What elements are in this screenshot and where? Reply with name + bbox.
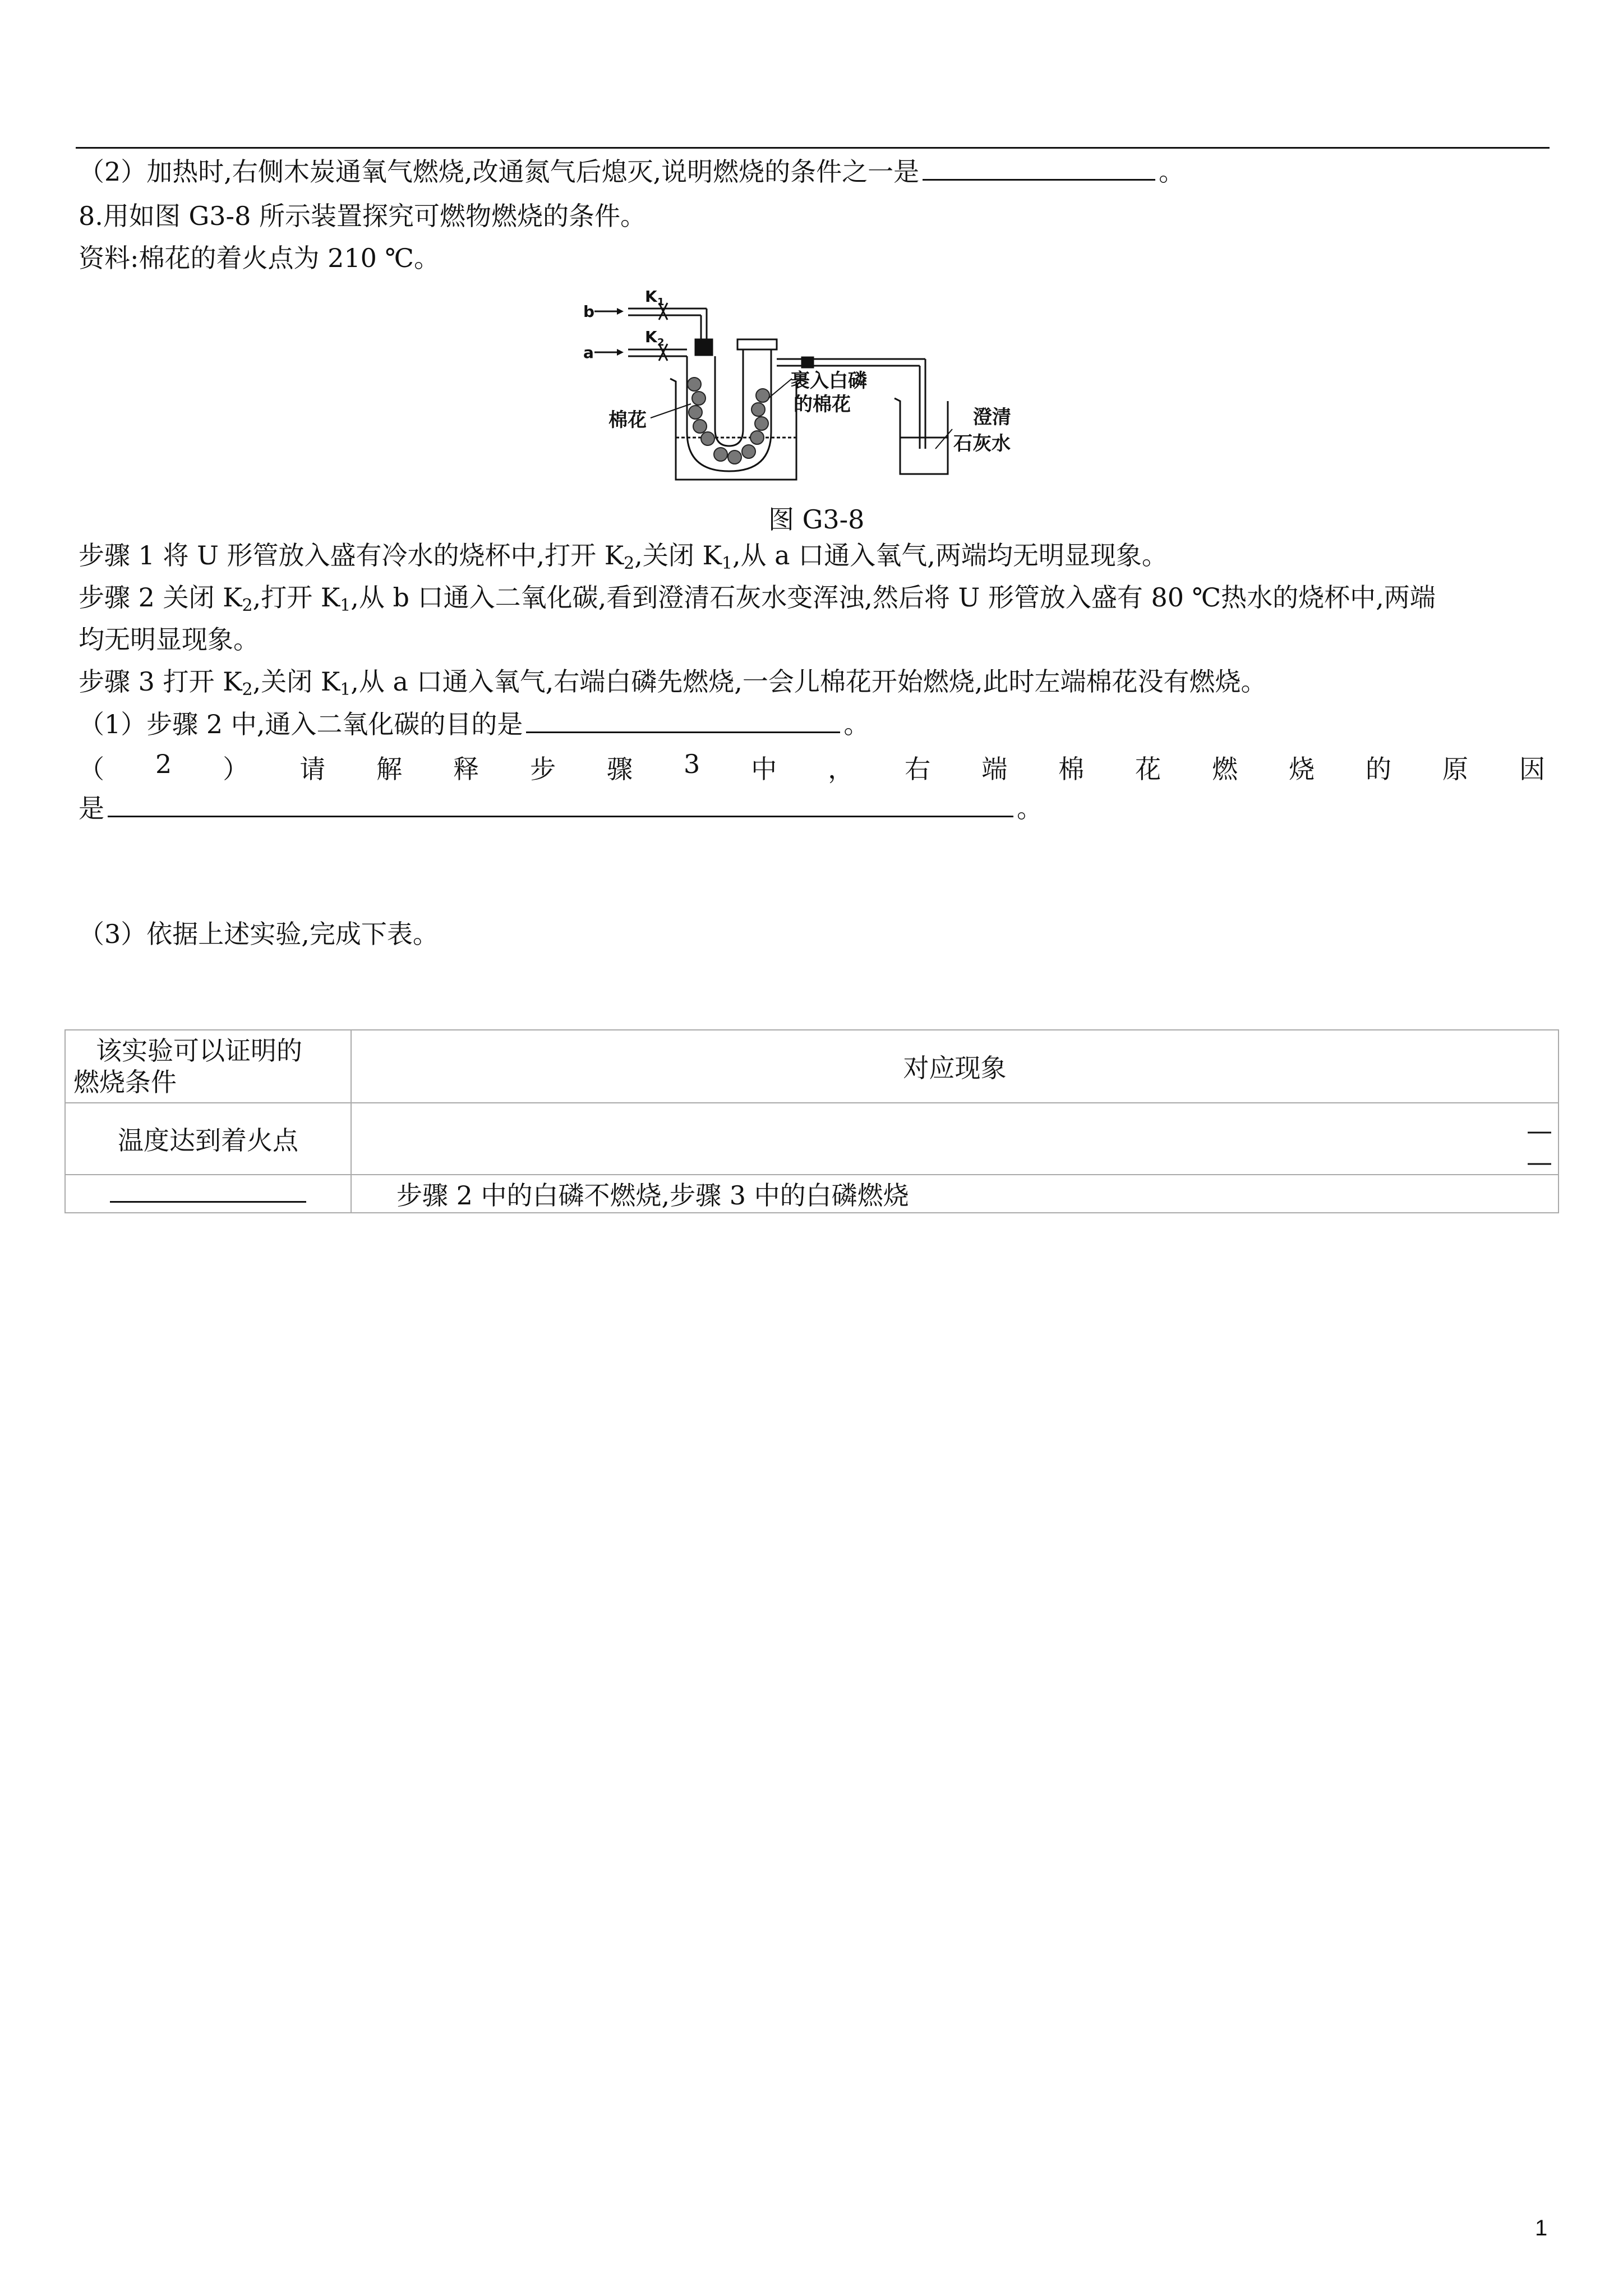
q7-answer-blank[interactable] (923, 154, 1155, 181)
table-row (65, 1103, 1559, 1175)
q8-part1: （1）步骤 2 中,通入二氧化碳的目的是 。 (79, 707, 869, 741)
label-cotton: 棉花 (608, 409, 647, 431)
label-k1: K (645, 287, 657, 306)
label-b: b (583, 302, 595, 321)
q8-part2-blank[interactable] (108, 791, 1013, 817)
header-phenomenon: 对应现象 (351, 1030, 1559, 1103)
label-limewater-1: 澄清 (973, 406, 1011, 429)
q8-title: 8.用如图 G3-8 所示装置探究可燃物燃烧的条件。 (79, 201, 646, 231)
conditions-table (64, 1029, 1559, 1213)
header-condition: 该实验可以证明的 燃烧条件 (65, 1030, 351, 1103)
q7-part2-line (79, 154, 1184, 188)
q7-part2-end: 。 (1159, 157, 1185, 187)
label-wrapped-1: 裹入白磷 (791, 370, 867, 392)
top-rule (76, 147, 1550, 149)
q8-material: 资料:棉花的着火点为 210 ℃。 (79, 243, 440, 273)
q8-part2-line1: （ 2 ） 请 解 释 步 骤 3 中 ， 右 端 棉 花 燃 烧 的 原 因 (79, 749, 1545, 784)
label-wrapped-2: 的棉花 (794, 393, 851, 416)
label-a: a (583, 343, 594, 362)
svg-text:1: 1 (657, 296, 665, 308)
figure-caption: 图 G3-8 (768, 504, 865, 535)
water-beaker (670, 379, 796, 480)
apparatus-figure (561, 286, 1066, 488)
row1-dashes: — — (1527, 1115, 1552, 1177)
step1: 步骤 1 将 U 形管放入盛有冷水的烧杯中,打开 $K_2$,关闭 $K_1$,从 a 口通入氧气,两端均无明显现象。 (79, 540, 1168, 573)
row2-condition-cell[interactable] (65, 1175, 351, 1213)
table-header-row (65, 1030, 1559, 1103)
q8-part3: （3）依据上述实验,完成下表。 (79, 919, 439, 949)
step2-cont: 均无明显现象。 (79, 624, 259, 655)
row1-phenomenon-cell[interactable] (351, 1103, 1559, 1175)
row1-condition: 温度达到着火点 (65, 1103, 351, 1175)
table-row (65, 1175, 1559, 1213)
q8-part2-line2: 是 。 (79, 791, 1043, 825)
page-number: 1 (1535, 2216, 1548, 2240)
q8-part1-blank[interactable] (526, 707, 840, 733)
label-limewater-2: 石灰水 (953, 432, 1011, 455)
row2-condition-blank[interactable] (110, 1179, 306, 1203)
row2-phenomenon: 步骤 2 中的白磷不燃烧,步骤 3 中的白磷燃烧 (351, 1175, 1559, 1213)
svg-text:2: 2 (657, 337, 665, 348)
limewater-beaker (895, 398, 948, 474)
step3: 步骤 3 打开 $K_2$,关闭 $K_1$,从 a 口通入氧气,右端白磷先燃烧,一会儿棉花开始燃烧,此时左端棉花没有燃烧。 (79, 666, 1267, 700)
step2: 步骤 2 关闭 $K_2$,打开 $K_1$,从 b 口通入二氧化碳,看到澄清石灰水变浑浊,然后将 U 形管放入盛有 80 ℃热水的烧杯中,两端 (79, 582, 1436, 615)
label-k2: K (645, 328, 657, 346)
q7-part2-text: （2）加热时,右侧木炭通氧气燃烧,改通氮气后熄灭,说明燃烧的条件之一是 (79, 157, 920, 187)
